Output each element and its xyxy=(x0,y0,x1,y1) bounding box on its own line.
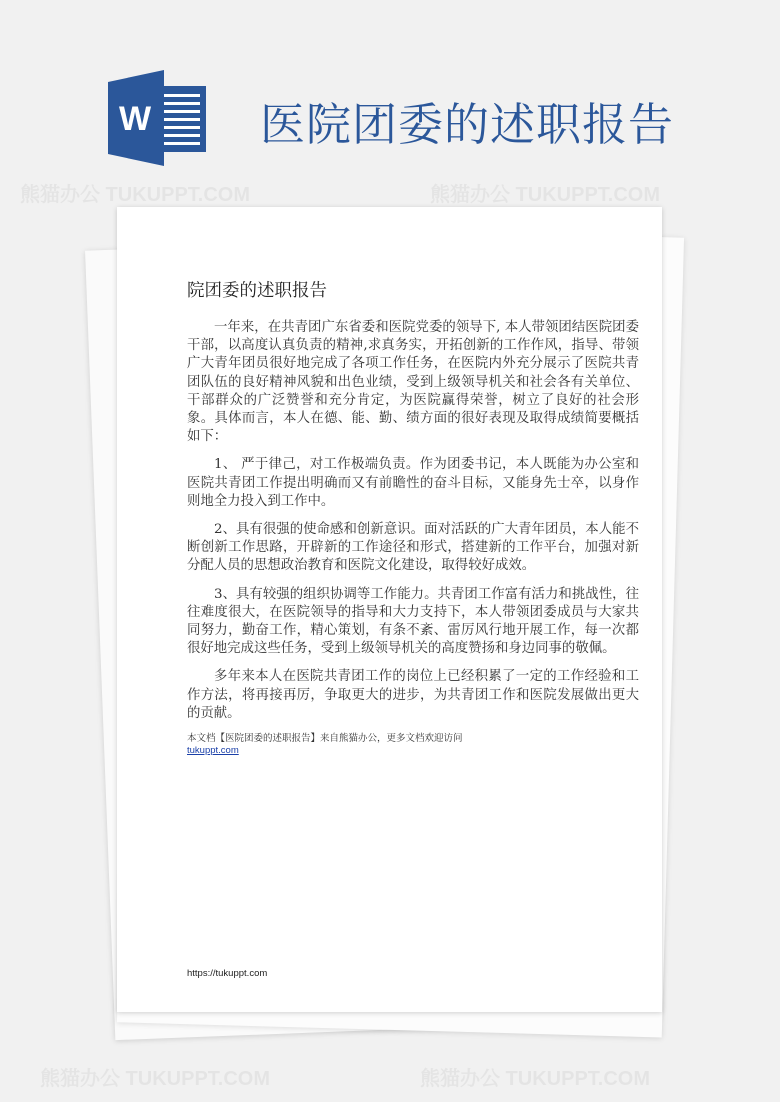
word-logo-icon xyxy=(108,70,208,166)
paragraph: 一年来，在共青团广东省委和医院党委的领导下, 本人带领团结医院团委干部，以高度认真负责的精神,求真务实，开拓创新的工作作风，指导、带领广大青年团员很好地完成了各项工作任务，在医院内外充分展示了医院共青团队伍的良好精神风貌和出色业绩，受到上级领导机关和社会各有关单位、干部群众的广泛赞誉和充分肯定，为医院赢得荣誉，树立了良好的社会形象。具体而言，本人在德、能、勤、绩方面的很好表现及取得成绩简要概括如下： xyxy=(187,320,639,445)
paragraph: 多年来本人在医院共青团工作的岗位上已经积累了一定的工作经验和工作方法，将再接再厉，争取更大的进步，为共青团工作和医院发展做出更大的贡献。 xyxy=(187,669,639,721)
source-note xyxy=(187,733,639,757)
svg-text:W: W xyxy=(118,100,152,138)
watermark: 熊猫办公 TUKUPPT.COM xyxy=(430,184,660,206)
header-title: 医院团委的述职报告 xyxy=(260,98,675,151)
footer-url: https://tukuppt.com xyxy=(187,968,268,979)
paragraph: 2、具有很强的使命感和创新意识。面对活跃的广大青年团员，本人能不断创新工作思路，开辟新的工作途径和形式，搭建新的工作平台，加强对新分配人员的思想政治教育和医院文化建设，取得较好成效。 xyxy=(187,522,639,574)
watermark: 熊猫办公 TUKUPPT.COM xyxy=(40,1068,270,1090)
document-title: 院团委的述职报告 xyxy=(187,281,327,301)
paragraph: 1、 严于律己，对工作极端负责。作为团委书记，本人既能为办公室和医院共青团工作提出明确而又有前瞻性的奋斗目标，又能身先士卒，以身作则地全力投入到工作中。 xyxy=(187,457,639,509)
source-text: 本文档【医院团委的述职报告】来自熊猫办公，更多文档欢迎访问 xyxy=(187,733,463,745)
watermark: 熊猫办公 TUKUPPT.COM xyxy=(420,1068,650,1090)
source-link[interactable]: tukuppt.com xyxy=(187,745,239,757)
document-body xyxy=(187,319,639,723)
watermark: 熊猫办公 TUKUPPT.COM xyxy=(20,184,250,206)
paragraph: 3、具有较强的组织协调等工作能力。共青团工作富有活力和挑战性，往往难度很大，在医院领导的指导和大力支持下，本人带领团委成员与大家共同努力，勤奋工作，精心策划，有条不紊、雷厉风行地开展工作，每一次都很好地完成这些任务，受到上级领导机关的高度赞扬和身边同事的敬佩。 xyxy=(187,586,639,657)
document-content xyxy=(187,319,639,757)
document-page xyxy=(117,207,662,1012)
